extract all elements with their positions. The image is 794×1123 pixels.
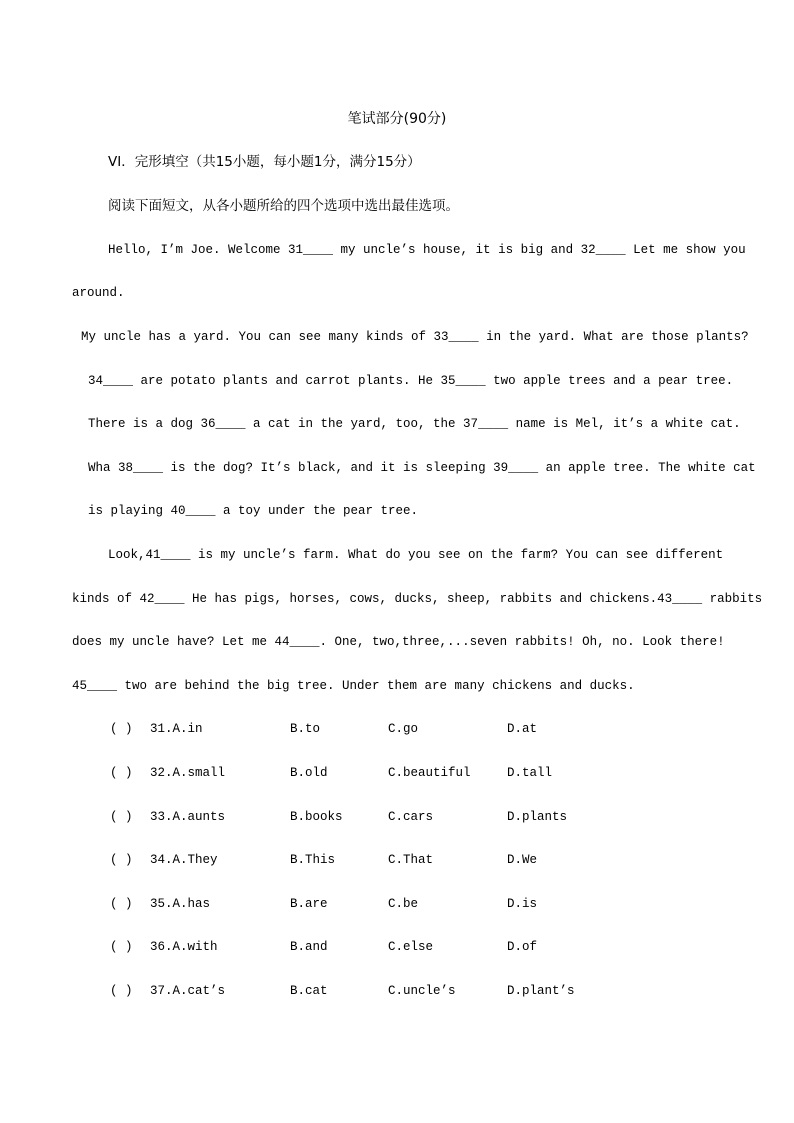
passage-line-8: Look,41____ is my uncle’s farm. What do you see on the farm? You can see different (108, 548, 724, 562)
option-b: B.books (290, 810, 343, 824)
part-heading: VI．完形填空（共15小题，每小题1分，满分15分） (108, 154, 421, 170)
question-row-36 (0, 938, 794, 956)
section-title: 笔试部分(90分) (347, 111, 447, 127)
passage-line-5: There is a dog 36____ a cat in the yard, too, the 37____ name is Mel, it’s a white cat. (88, 417, 741, 431)
option-d: D.tall (507, 766, 553, 780)
question-row-32 (0, 764, 794, 782)
passage-line-7: is playing 40____ a toy under the pear tree. (88, 504, 419, 518)
option-d: D.plants (507, 810, 568, 824)
passage-line-11: 45____ two are behind the big tree. Under them are many chickens and ducks. (72, 679, 635, 693)
option-c: C.cars (388, 810, 434, 824)
option-a: 37.A.cat’s (150, 984, 226, 998)
option-a: 34.A.They (150, 853, 218, 867)
option-c: C.else (388, 940, 434, 954)
option-d: D.plant’s (507, 984, 575, 998)
option-d: D.of (507, 940, 538, 954)
option-c: C.uncle’s (388, 984, 456, 998)
option-b: B.cat (290, 984, 328, 998)
answer-paren: ( ) (110, 897, 133, 911)
passage-line-1 (108, 241, 746, 259)
option-b: B.and (290, 940, 328, 954)
option-d: D.is (507, 897, 538, 911)
option-a: 33.A.aunts (150, 810, 226, 824)
option-b: B.This (290, 853, 336, 867)
passage-line-6: Wha 38____ is the dog? It’s black, and it is sleeping 39____ an apple tree. The white cat (88, 461, 756, 475)
question-row-34 (0, 851, 794, 869)
answer-paren: ( ) (110, 940, 133, 954)
question-row-35 (0, 895, 794, 913)
option-a: 35.A.has (150, 897, 211, 911)
instructions: 阅读下面短文，从各小题所给的四个选项中选出最佳选项。 (108, 198, 459, 214)
option-d: D.We (507, 853, 538, 867)
option-c: C.beautiful (388, 766, 471, 780)
passage-line-3: My uncle has a yard. You can see many kinds of 33____ in the yard. What are those plants? (81, 330, 749, 344)
option-b: B.are (290, 897, 328, 911)
option-c: C.go (388, 722, 419, 736)
question-row-37 (0, 982, 794, 1000)
passage-line-4: 34____ are potato plants and carrot plants. He 35____ two apple trees and a pear tree. (88, 374, 734, 388)
passage-line-2: around. (72, 286, 125, 300)
question-row-33 (0, 808, 794, 826)
option-a: 31.A.in (150, 722, 203, 736)
option-b: B.old (290, 766, 328, 780)
answer-paren: ( ) (110, 984, 133, 998)
passage-line-10: does my uncle have? Let me 44____. One, two,three,...seven rabbits! Oh, no. Look there! (72, 635, 725, 649)
passage-line-9: kinds of 42____ He has pigs, horses, cows, ducks, sheep, rabbits and chickens.43____ rabbits (72, 592, 763, 606)
answer-paren: ( ) (110, 766, 133, 780)
option-d: D.at (507, 722, 538, 736)
option-a: 32.A.small (150, 766, 226, 780)
question-row-31 (0, 720, 794, 738)
passage-line-text: Hello, I’m Joe. Welcome 31____ my uncle’s house, it is big and 32____ Let me show you (108, 243, 746, 257)
answer-paren: ( ) (110, 810, 133, 824)
answer-paren: ( ) (110, 722, 133, 736)
option-b: B.to (290, 722, 321, 736)
answer-paren: ( ) (110, 853, 133, 867)
option-c: C.That (388, 853, 434, 867)
option-a: 36.A.with (150, 940, 218, 954)
option-c: C.be (388, 897, 419, 911)
